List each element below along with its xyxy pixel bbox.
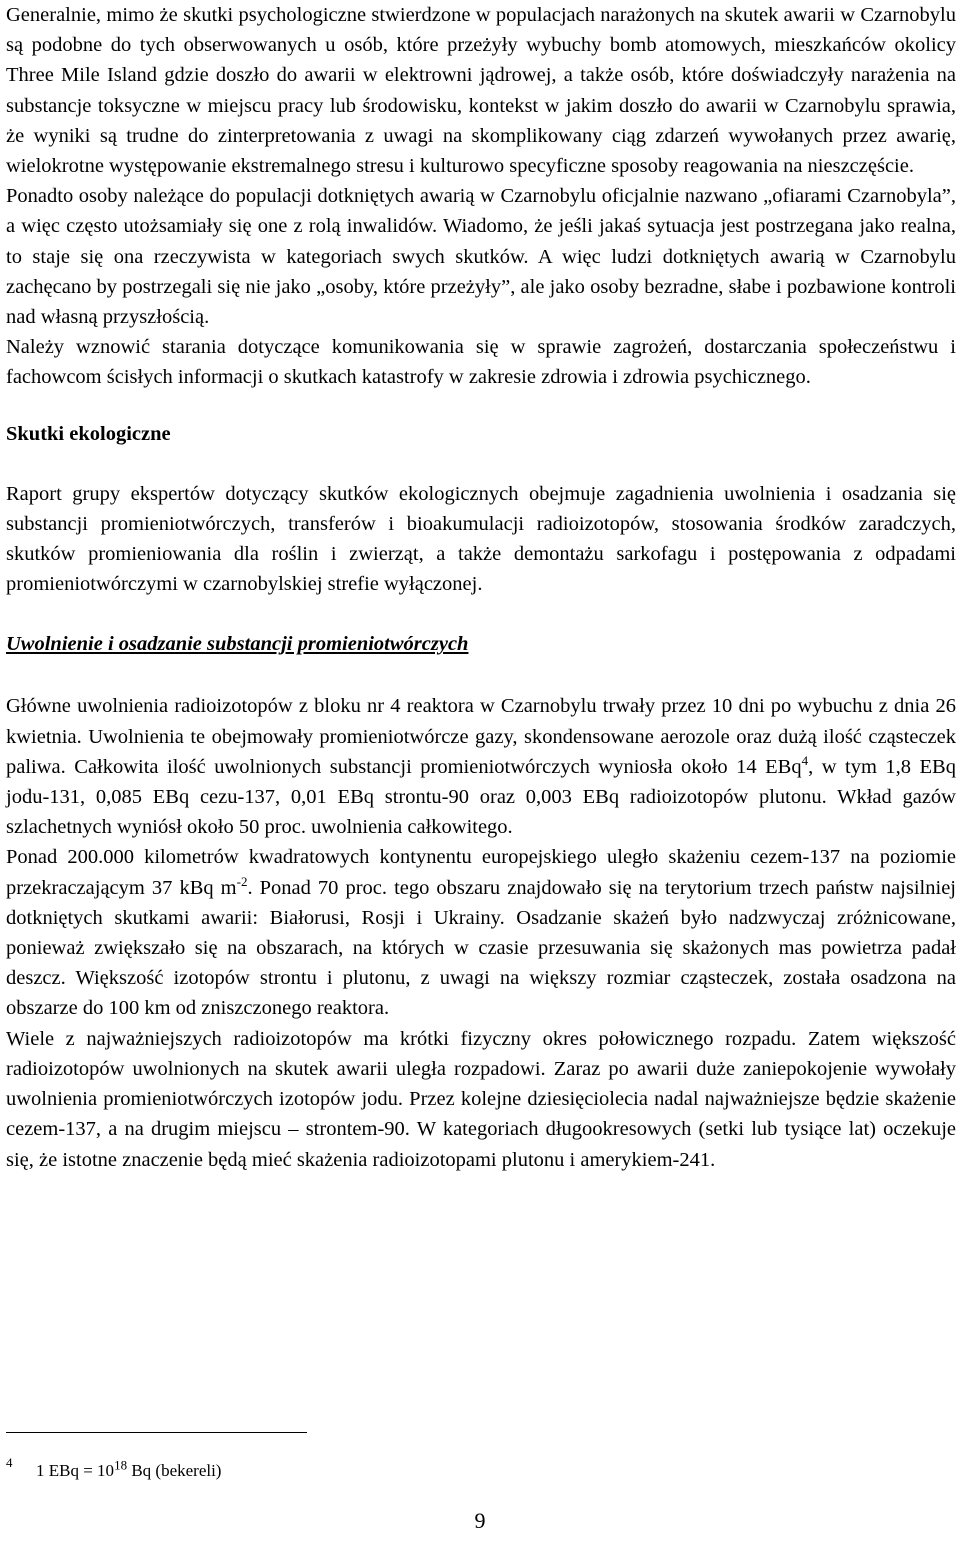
text-run: Główne uwolnienia radioizotopów z bloku nr 4 reaktora w Czarnobylu trwały przez 10 dni po wybuchu z dnia 26 kwietnia. Uwolnienia te obejmowały promieniotwórcze gazy, skondensowane aerozole oraz dużą ilość cząsteczek paliwa. Całkowita ilość uwolnionych substancji promieniotwórczych wyniosła około 14 EBq <box>6 695 956 778</box>
footnote-text: 1 EBq = 10 <box>36 1461 115 1480</box>
spacer <box>6 599 956 629</box>
paragraph-half-life: Wiele z najważniejszych radioizotopów ma krótki fizyczny okres połowicznego rozpadu. Zatem większość radioizotopów uwolnionych na skutek awarii uległa rozpadowi. Zaraz po awarii duże zaniepokojenie wywołały uwolnienia promieniotwórczych izotopów jodu. Przez kolejne dziesięciolecia nadal najważniejsze będzie skażenie cezem-137, a na drugim miejscu – strontem-90. W kategoriach długookresowych (setki lub tysiące lat) oczekuje się, że istotne znaczenie będą mieć skażenia radioizotopami plutonu i amerykiem-241. <box>6 1027 956 1171</box>
section-heading-ecological: Skutki ekologiczne <box>6 422 171 445</box>
footnote-exponent: 18 <box>114 1457 128 1473</box>
spacer <box>6 393 956 419</box>
footnote-number: 4 <box>6 1455 13 1470</box>
superscript-exponent: -2 <box>236 873 248 889</box>
paragraph-main-release <box>6 691 956 842</box>
paragraph-contamination-area <box>6 842 956 1023</box>
footnote-text: Bq (bekereli) <box>127 1461 222 1480</box>
spacer <box>6 449 956 479</box>
footnote-ref: 4 <box>801 753 809 769</box>
text-run: Ponad 200.000 kilometrów kwadratowych kontynentu europejskiego uległo skażeniu cezem-137 na poziomie przekraczającym 37 kBq m <box>6 846 956 899</box>
text-run: . Ponad 70 proc. tego obszaru znajdowało się na terytorium trzech państw najsilniej dotkniętych skutkami awarii: Białorusi, Rosji i Ukrainy. Osadzanie skażeń było nadzwyczaj zróżnicowane, ponieważ zwiększało się na obszarach, na których w czasie przesuwania się skażonych mas powietrza padał deszcz. Większość izotopów strontu i plutonu, z uwagi na większy rozmiar cząsteczek, została osadzona na obszarze do 100 km od zniszczonego reaktora. <box>6 876 956 1020</box>
paragraph-risk-communication: Należy wznowić starania dotyczące komunikowania się w sprawie zagrożeń, dostarczania społeczeństwu i fachowcom ścisłych informacji o skutkach katastrofy w zakresie zdrowia i zdrowia psychicznego. <box>6 336 956 389</box>
paragraph-psychological-context: Generalnie, mimo że skutki psychologiczne stwierdzone w populacjach narażonych na skutek awarii w Czarnobylu są podobne do tych obserwowanych u osób, które przeżyły wybuchy bomb atomowych, mieszkańców okolicy Three Mile Island gdzie doszło do awarii w elektrowni jądrowej, a także osób, które doświadczyły narażenia na substancje toksyczne w miejscu pracy lub środowisku, kontekst w jakim doszło do awarii w Czarnobylu sprawia, że wyniki są trudne do zinterpretowania z uwagi na skomplikowany ciąg zdarzeń wywołanych przez awarię, wielokrotne występowanie ekstremalnego stresu i kulturowo specyficzne sposoby reagowania na nieszczęście. <box>6 4 956 178</box>
paragraph-chernobyl-victims: Ponadto osoby należące do populacji dotkniętych awarią w Czarnobylu oficjalnie nazwano „ofiarami Czarnobyla”, a więc często utożsamiały się one z rolą inwalidów. Wiadomo, że jeśli jakaś sytuacja jest postrzegana jako realna, to staje się ona rzeczywista w kategoriach swych skutków. A więc ludzi dotkniętych awarią w Czarnobylu zachęcano by postrzegali się nie jako „osoby, które przeżyły”, ale jako osoby bezradne, słabe i pozbawione kontroli nad własną przyszłością. <box>6 185 956 329</box>
section-heading-release: Uwolnienie i osadzanie substancji promieniotwórczych <box>6 633 469 656</box>
document-page <box>6 0 956 1175</box>
footnote-separator <box>6 1432 307 1433</box>
footnote <box>6 1452 221 1482</box>
paragraph-ecological-report: Raport grupy ekspertów dotyczący skutków ekologicznych obejmuje zagadnienia uwolnienia i osadzania się substancji promieniotwórczych, transferów i bioakumulacji radioizotopów, stosowania środków zaradczych, skutków promieniowania dla roślin i zwierząt, a także demontażu sarkofagu i postępowania z odpadami promieniotwórczymi w czarnobylskiej strefie wyłączonej. <box>6 482 956 596</box>
spacer <box>6 659 956 691</box>
page-number: 9 <box>474 1508 486 1533</box>
text-run: , w tym 1,8 EBq jodu-131, 0,085 EBq cezu-137, 0,01 EBq strontu-90 oraz 0,003 EBq radioizotopów plutonu. Wkład gazów szlachetnych wyniósł około 50 proc. uwolnienia całkowitego. <box>6 755 956 839</box>
